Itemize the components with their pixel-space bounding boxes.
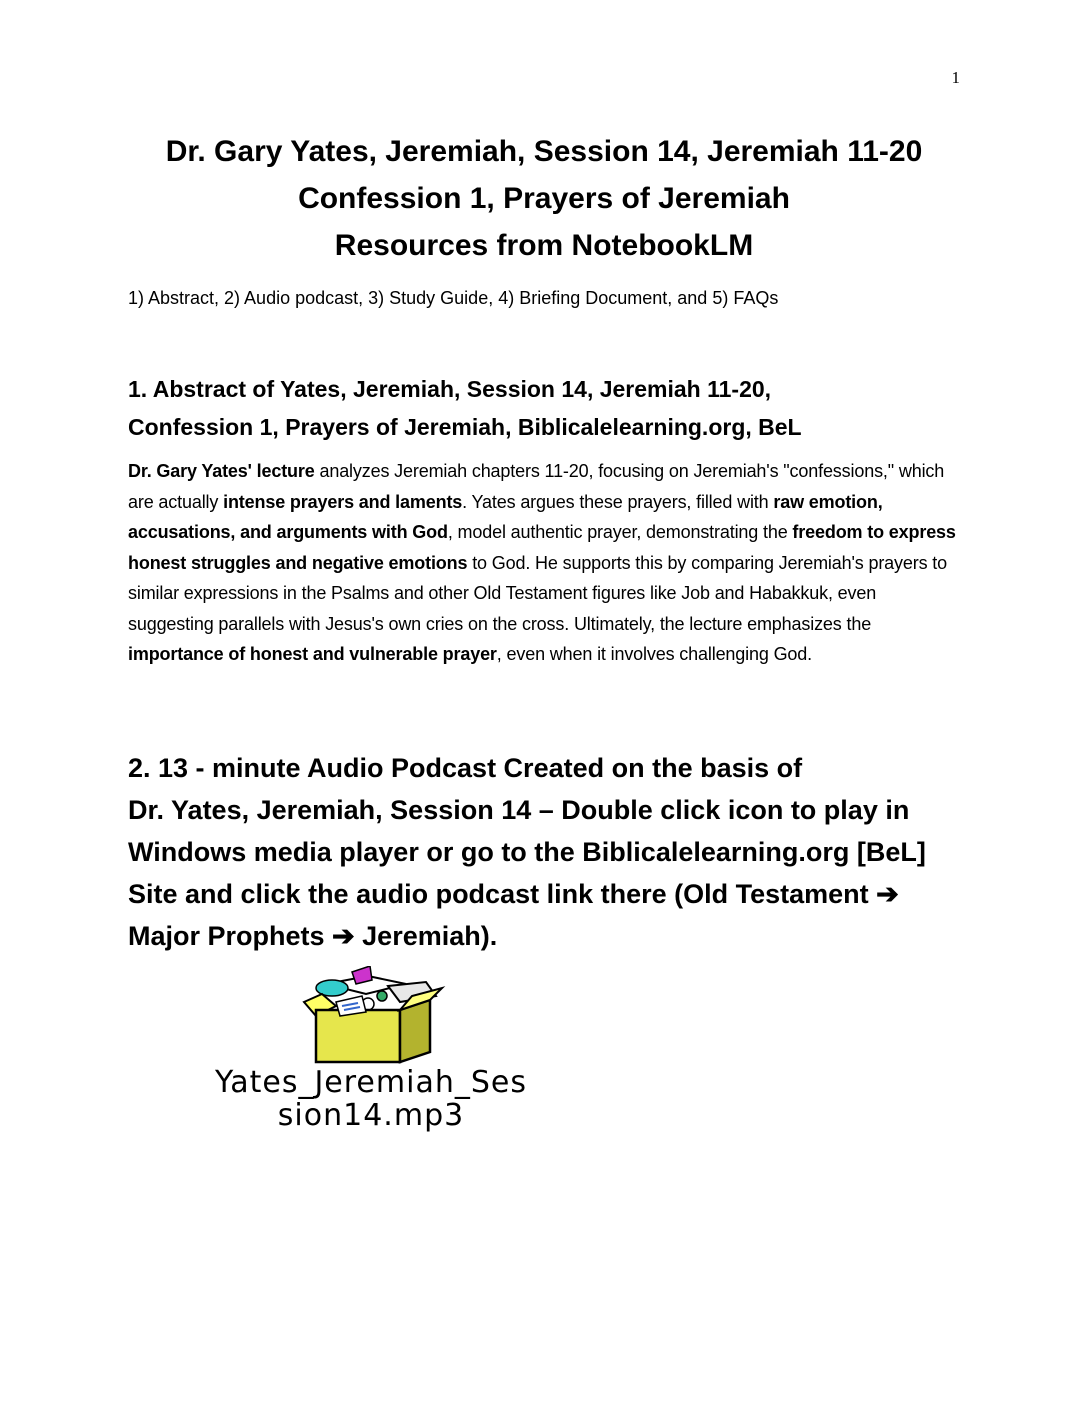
podcast-heading xyxy=(128,747,960,957)
abstract-bold-freedom: freedom to express honest struggles and negative emotions xyxy=(128,522,956,573)
right-arrow-icon: ➔ xyxy=(332,921,355,951)
abstract-bold-lecturer: Dr. Gary Yates' lecture xyxy=(128,461,315,481)
title-line-2: Confession 1, Prayers of Jeremiah xyxy=(298,182,790,215)
abstract-text: . Yates argues these prayers, filled with xyxy=(462,491,774,512)
abstract-bold-emotion: raw emotion, accusations, and arguments with God xyxy=(128,491,883,542)
abstract-heading-line-2: Confession 1, Prayers of Jeremiah, Biblicalelearning.org, BeL xyxy=(128,414,802,440)
podcast-heading-line-4 xyxy=(128,873,960,915)
file-name-line-2: sion14.mp3 xyxy=(277,1098,465,1133)
audio-file-name xyxy=(126,1066,616,1132)
abstract-bold-importance: importance of honest and vulnerable prayer xyxy=(128,644,497,664)
page-number: 1 xyxy=(951,68,960,87)
abstract-text: to God. He supports this by comparing Jeremiah's prayers to similar expressions in the Psalms and other Old Testament figures like Job and Habakkuk, even suggesting parallels with Jesus's own cries on the cross. Ultimately, the lecture emphasizes the xyxy=(128,552,948,634)
podcast-heading-line-3: Windows media player or go to the Biblicalelearning.org [BeL] xyxy=(128,837,926,867)
abstract-text: , model authentic prayer, demonstrating the xyxy=(447,522,793,542)
podcast-heading-text: Major Prophets xyxy=(128,921,333,951)
podcast-heading-text: Jeremiah). xyxy=(354,921,498,951)
abstract-paragraph xyxy=(128,456,960,670)
resources-list: 1) Abstract, 2) Audio podcast, 3) Study Guide, 4) Briefing Document, and 5) FAQs xyxy=(128,288,779,308)
abstract-text: , even when it involves challenging God. xyxy=(496,644,812,664)
document-title xyxy=(128,128,960,269)
title-line-3: Resources from NotebookLM xyxy=(334,229,754,262)
file-name-line-1: Yates_Jeremiah_Ses xyxy=(215,1065,527,1100)
abstract-heading-line-1: 1. Abstract of Yates, Jeremiah, Session 14, Jeremiah 11-20, xyxy=(128,376,772,402)
podcast-heading-line-1: 2. 13 - minute Audio Podcast Created on the basis of xyxy=(128,753,803,783)
right-arrow-icon: ➔ xyxy=(876,879,899,909)
abstract-heading xyxy=(128,370,960,446)
package-box-icon xyxy=(296,966,446,1066)
title-line-1: Dr. Gary Yates, Jeremiah, Session 14, Jeremiah 11-20 xyxy=(165,135,923,168)
abstract-bold-prayers: intense prayers and laments xyxy=(223,491,463,512)
abstract-text: analyzes Jeremiah chapters 11-20, focusing on Jeremiah's "confessions," which are actually xyxy=(128,461,945,512)
podcast-heading-text: Site and click the audio podcast link there (Old Testament xyxy=(128,879,877,909)
podcast-heading-line-2: Dr. Yates, Jeremiah, Session 14 – Double click icon to play in xyxy=(128,795,910,825)
audio-file-icon-button[interactable] xyxy=(126,966,616,1146)
podcast-heading-line-5 xyxy=(128,915,960,957)
